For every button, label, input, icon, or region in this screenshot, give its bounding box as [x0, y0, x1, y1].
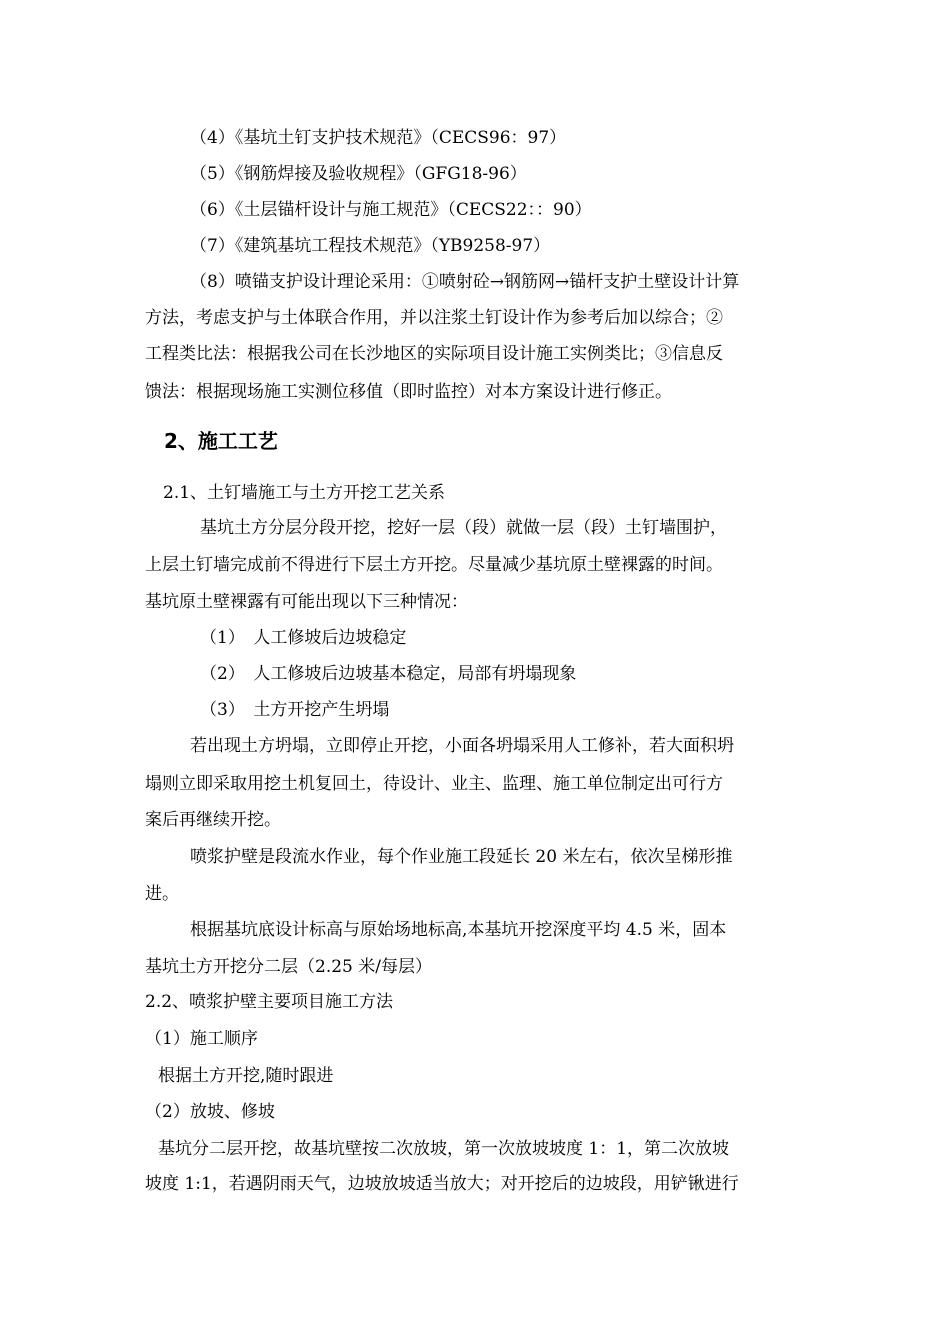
- paragraph-line: （8）喷锚支护设计理论采用：①喷射砼→钢筋网→锚杆支护土壁设计计算: [190, 272, 740, 292]
- paragraph-line: 基坑土方开挖分二层（2.25 米/每层）: [145, 957, 432, 977]
- paragraph-line: 若出现土方坍塌，立即停止开挖，小面各坍塌采用人工修补，若大面积坍: [190, 736, 734, 756]
- paragraph-line: 喷浆护壁是段流水作业，每个作业施工段延长 20 米左右，依次呈梯形推: [190, 847, 733, 867]
- paragraph-line: 馈法：根据现场施工实测位移值（即时监控）对本方案设计进行修正。: [145, 382, 672, 402]
- reference-item-7: （7）《建筑基坑工程技术规范》（YB9258-97）: [190, 236, 551, 256]
- subsection-heading: 2.1、土钉墙施工与土方开挖工艺关系: [163, 483, 446, 503]
- reference-item-4: （4）《基坑土钉支护技术规范》（CECS96：97）: [190, 128, 567, 148]
- paragraph-line: 基坑土方分层分段开挖，挖好一层（段）就做一层（段）土钉墙围护，: [200, 518, 727, 538]
- paragraph-line: 上层土钉墙完成前不得进行下层土方开挖。尽量减少基坑原土壁裸露的时间。: [145, 555, 723, 575]
- paragraph-line: 工程类比法：根据我公司在长沙地区的实际项目设计施工实例类比；③信息反: [145, 344, 723, 364]
- paragraph-line: 根据基坑底设计标高与原始场地标高,本基坑开挖深度平均 4.5 米，固本: [190, 920, 727, 940]
- paragraph-line: 案后再继续开挖。: [145, 810, 281, 830]
- paragraph-line: 基坑分二层开挖，故基坑壁按二次放坡，第一次放坡坡度 1：1，第二次放坡: [158, 1139, 730, 1159]
- list-item: （1） 人工修坡后边坡稳定: [200, 628, 407, 648]
- section-heading: 2、施工工艺: [164, 429, 278, 453]
- reference-item-5: （5）《钢筋焊接及验收规程》（GFG18-96）: [190, 164, 527, 184]
- paragraph-line: 基坑原土壁裸露有可能出现以下三种情况：: [145, 592, 468, 612]
- subsection-heading: 2.2、喷浆护壁主要项目施工方法: [145, 992, 394, 1012]
- list-item: （3） 土方开挖产生坍塌: [200, 700, 390, 720]
- paragraph-line: 进。: [145, 884, 179, 904]
- list-item: （2） 人工修坡后边坡基本稳定，局部有坍塌现象: [200, 664, 577, 684]
- paragraph-line: 根据土方开挖,随时跟进: [158, 1066, 334, 1086]
- list-item: （1）施工顺序: [145, 1029, 258, 1049]
- paragraph-line: 塌则立即采取用挖土机复回土，待设计、业主、监理、施工单位制定出可行方: [145, 774, 723, 794]
- reference-item-6: （6）《土层锚杆设计与施工规范》（CECS22：：90）: [190, 200, 592, 220]
- list-item: （2）放坡、修坡: [145, 1102, 275, 1122]
- paragraph-line: 坡度 1:1，若遇阴雨天气，边坡放坡适当放大；对开挖后的边坡段，用铲锹进行: [145, 1174, 739, 1194]
- paragraph-line: 方法，考虑支护与土体联合作用，并以注浆土钉设计作为参考后加以综合；②: [145, 308, 723, 328]
